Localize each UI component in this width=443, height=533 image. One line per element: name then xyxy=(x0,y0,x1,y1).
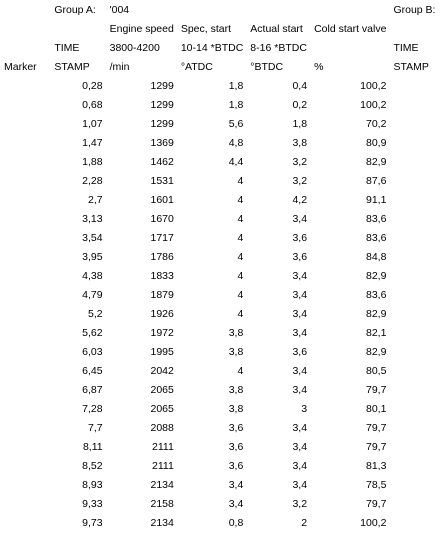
cold-start-valve-cell[interactable]: 79,7 xyxy=(311,438,390,457)
table-row xyxy=(1,286,443,305)
marker-cell[interactable] xyxy=(1,286,51,305)
spec-start-cell[interactable]: 4 xyxy=(177,210,246,229)
table-row xyxy=(1,305,443,324)
cell-e1[interactable] xyxy=(247,1,311,20)
cold-start-valve-cell[interactable]: 91,1 xyxy=(311,191,390,210)
table-row xyxy=(1,324,443,343)
unit-per-min[interactable]: /min xyxy=(106,58,177,77)
spec-start-range[interactable]: 10-14 *BTDC xyxy=(177,39,246,58)
actual-start-cell[interactable]: 3,6 xyxy=(247,229,311,248)
table-row xyxy=(1,96,443,115)
time-stamp-cell[interactable]: 3,95 xyxy=(51,248,106,267)
cold-start-valve-cell[interactable]: 79,7 xyxy=(311,495,390,514)
cold-start-valve-cell[interactable]: 78,5 xyxy=(311,476,390,495)
marker-cell[interactable] xyxy=(1,362,51,381)
actual-start-cell[interactable]: 3,2 xyxy=(247,172,311,191)
group-b-cell[interactable] xyxy=(390,343,443,362)
unit-percent[interactable]: % xyxy=(311,58,390,77)
time-stamp-cell[interactable]: 7,28 xyxy=(51,400,106,419)
actual-start-cell[interactable]: 2 xyxy=(247,514,311,533)
actual-start-cell[interactable]: 1,8 xyxy=(247,115,311,134)
group-b-cell[interactable] xyxy=(390,419,443,438)
table-row xyxy=(1,77,443,96)
actual-start-cell[interactable]: 3,4 xyxy=(247,305,311,324)
time-stamp-cell[interactable]: 1,07 xyxy=(51,115,106,134)
group-b-cell[interactable] xyxy=(390,210,443,229)
cold-start-valve-cell[interactable]: 82,9 xyxy=(311,305,390,324)
group-b-cell[interactable] xyxy=(390,438,443,457)
time-stamp-cell[interactable]: 1,47 xyxy=(51,134,106,153)
marker-cell[interactable] xyxy=(1,153,51,172)
table-row xyxy=(1,381,443,400)
time-stamp-cell[interactable]: 2,7 xyxy=(51,191,106,210)
marker-cell[interactable] xyxy=(1,457,51,476)
time-stamp-cell[interactable]: 6,03 xyxy=(51,343,106,362)
marker-cell[interactable] xyxy=(1,438,51,457)
cold-start-valve-cell[interactable]: 70,2 xyxy=(311,115,390,134)
spec-start-cell[interactable]: 1,8 xyxy=(177,77,246,96)
table-row xyxy=(1,476,443,495)
engine-speed-cell[interactable]: 1879 xyxy=(106,286,177,305)
engine-speed-cell[interactable]: 1299 xyxy=(106,77,177,96)
spec-start-cell[interactable]: 4 xyxy=(177,191,246,210)
engine-speed-cell[interactable]: 1369 xyxy=(106,134,177,153)
spec-start-cell[interactable]: 3,6 xyxy=(177,419,246,438)
engine-speed-cell[interactable]: 2088 xyxy=(106,419,177,438)
time-stamp-cell[interactable]: 4,79 xyxy=(51,286,106,305)
table-row xyxy=(1,457,443,476)
cell-b2[interactable] xyxy=(51,20,106,39)
engine-speed-header[interactable]: Engine speed xyxy=(106,20,177,39)
group-b-cell[interactable] xyxy=(390,457,443,476)
engine-speed-range[interactable]: 3800-4200 xyxy=(106,39,177,58)
group-b-cell[interactable] xyxy=(390,229,443,248)
unit-btdc[interactable]: °BTDC xyxy=(247,58,311,77)
marker-cell[interactable] xyxy=(1,495,51,514)
unit-atdc[interactable]: °ATDC xyxy=(177,58,246,77)
actual-start-cell[interactable]: 3,6 xyxy=(247,343,311,362)
actual-start-cell[interactable]: 3,2 xyxy=(247,153,311,172)
engine-speed-cell[interactable]: 2111 xyxy=(106,457,177,476)
engine-speed-cell[interactable]: 2042 xyxy=(106,362,177,381)
actual-start-cell[interactable]: 3,4 xyxy=(247,438,311,457)
spec-start-cell[interactable]: 4 xyxy=(177,172,246,191)
table-row xyxy=(1,343,443,362)
cell-d1[interactable] xyxy=(177,1,246,20)
marker-cell[interactable] xyxy=(1,134,51,153)
engine-speed-cell[interactable]: 2065 xyxy=(106,381,177,400)
cold-start-valve-header[interactable]: Cold start valve xyxy=(311,20,390,39)
spec-start-cell[interactable]: 5,6 xyxy=(177,115,246,134)
group-b-cell[interactable] xyxy=(390,286,443,305)
table-row xyxy=(1,267,443,286)
header-row-1 xyxy=(1,1,443,20)
spec-start-cell[interactable]: 3,8 xyxy=(177,400,246,419)
time-stamp-cell[interactable]: 3,13 xyxy=(51,210,106,229)
group-b-cell[interactable] xyxy=(390,248,443,267)
cold-start-valve-cell[interactable]: 82,9 xyxy=(311,267,390,286)
time-stamp-cell[interactable]: 8,52 xyxy=(51,457,106,476)
actual-start-cell[interactable]: 3,4 xyxy=(247,362,311,381)
spec-start-cell[interactable]: 3,4 xyxy=(177,476,246,495)
spec-start-cell[interactable]: 4,8 xyxy=(177,134,246,153)
table-row xyxy=(1,153,443,172)
marker-cell[interactable] xyxy=(1,191,51,210)
spec-start-cell[interactable]: 4 xyxy=(177,229,246,248)
group-b-cell[interactable] xyxy=(390,305,443,324)
actual-start-cell[interactable]: 3,4 xyxy=(247,476,311,495)
table-row xyxy=(1,514,443,533)
table-row xyxy=(1,438,443,457)
marker-cell[interactable] xyxy=(1,267,51,286)
actual-start-cell[interactable]: 0,2 xyxy=(247,96,311,115)
marker-cell[interactable] xyxy=(1,400,51,419)
time-stamp-cell[interactable]: 5,62 xyxy=(51,324,106,343)
time-label-a[interactable]: TIME xyxy=(51,39,106,58)
time-stamp-cell[interactable]: 0,28 xyxy=(51,77,106,96)
spec-start-header[interactable]: Spec, start xyxy=(177,20,246,39)
cell-a2[interactable] xyxy=(1,20,51,39)
marker-cell[interactable] xyxy=(1,305,51,324)
cold-start-valve-cell[interactable]: 100,2 xyxy=(311,96,390,115)
cell-g2[interactable] xyxy=(390,20,443,39)
table-row xyxy=(1,191,443,210)
cold-start-valve-cell[interactable]: 81,3 xyxy=(311,457,390,476)
actual-start-header[interactable]: Actual start xyxy=(247,20,311,39)
marker-header[interactable]: Marker xyxy=(1,58,51,77)
actual-start-cell[interactable]: 4,2 xyxy=(247,191,311,210)
table-row xyxy=(1,134,443,153)
spec-start-cell[interactable]: 3,8 xyxy=(177,343,246,362)
marker-cell[interactable] xyxy=(1,476,51,495)
group-b-label[interactable]: Group B: xyxy=(390,1,443,20)
actual-start-cell[interactable]: 0,4 xyxy=(247,77,311,96)
spec-start-cell[interactable]: 4,4 xyxy=(177,153,246,172)
table-row xyxy=(1,115,443,134)
cold-start-valve-cell[interactable]: 83,6 xyxy=(311,286,390,305)
engine-speed-cell[interactable]: 2111 xyxy=(106,438,177,457)
marker-cell[interactable] xyxy=(1,381,51,400)
engine-speed-cell[interactable]: 2134 xyxy=(106,476,177,495)
engine-speed-cell[interactable]: 1670 xyxy=(106,210,177,229)
actual-start-cell[interactable]: 3,4 xyxy=(247,210,311,229)
header-row-3 xyxy=(1,39,443,58)
marker-cell[interactable] xyxy=(1,77,51,96)
time-stamp-cell[interactable]: 3,54 xyxy=(51,229,106,248)
table-row xyxy=(1,248,443,267)
group-b-cell[interactable] xyxy=(390,77,443,96)
table-row xyxy=(1,400,443,419)
engine-speed-cell[interactable]: 1601 xyxy=(106,191,177,210)
marker-cell[interactable] xyxy=(1,248,51,267)
marker-cell[interactable] xyxy=(1,324,51,343)
marker-cell[interactable] xyxy=(1,229,51,248)
actual-start-cell[interactable]: 3 xyxy=(247,400,311,419)
group-a-label[interactable]: Group A: xyxy=(51,1,106,20)
time-label-b[interactable]: TIME xyxy=(390,39,443,58)
actual-start-cell[interactable]: 3,4 xyxy=(247,457,311,476)
time-stamp-cell[interactable]: 6,45 xyxy=(51,362,106,381)
actual-start-cell[interactable]: 3,4 xyxy=(247,324,311,343)
spec-start-cell[interactable]: 1,8 xyxy=(177,96,246,115)
engine-speed-cell[interactable]: 1531 xyxy=(106,172,177,191)
marker-cell[interactable] xyxy=(1,343,51,362)
group-b-cell[interactable] xyxy=(390,324,443,343)
group-b-cell[interactable] xyxy=(390,495,443,514)
engine-speed-cell[interactable]: 2065 xyxy=(106,400,177,419)
cold-start-valve-cell[interactable]: 79,7 xyxy=(311,381,390,400)
group-b-cell[interactable] xyxy=(390,115,443,134)
cold-start-valve-cell[interactable]: 80,5 xyxy=(311,362,390,381)
cold-start-valve-cell[interactable]: 82,9 xyxy=(311,153,390,172)
cold-start-valve-cell[interactable]: 80,1 xyxy=(311,400,390,419)
group-a-code[interactable]: '004 xyxy=(106,1,177,20)
group-b-cell[interactable] xyxy=(390,153,443,172)
spec-start-cell[interactable]: 3,6 xyxy=(177,438,246,457)
table-row xyxy=(1,210,443,229)
time-stamp-cell[interactable]: 4,38 xyxy=(51,267,106,286)
time-stamp-cell[interactable]: 2,28 xyxy=(51,172,106,191)
group-b-cell[interactable] xyxy=(390,134,443,153)
cold-start-valve-cell[interactable]: 100,2 xyxy=(311,514,390,533)
actual-start-range[interactable]: 8-16 *BTDC xyxy=(247,39,311,58)
spec-start-cell[interactable]: 4 xyxy=(177,305,246,324)
actual-start-cell[interactable]: 3,2 xyxy=(247,495,311,514)
stamp-label-a[interactable]: STAMP xyxy=(51,58,106,77)
group-b-cell[interactable] xyxy=(390,172,443,191)
spec-start-cell[interactable]: 0,8 xyxy=(177,514,246,533)
header-row-2 xyxy=(1,20,443,39)
marker-cell[interactable] xyxy=(1,514,51,533)
cold-start-valve-cell[interactable]: 79,7 xyxy=(311,419,390,438)
time-stamp-cell[interactable]: 5,2 xyxy=(51,305,106,324)
engine-speed-cell[interactable]: 1995 xyxy=(106,343,177,362)
group-b-cell[interactable] xyxy=(390,400,443,419)
time-stamp-cell[interactable]: 9,73 xyxy=(51,514,106,533)
time-stamp-cell[interactable]: 8,93 xyxy=(51,476,106,495)
engine-speed-cell[interactable]: 1972 xyxy=(106,324,177,343)
group-b-cell[interactable] xyxy=(390,381,443,400)
marker-cell[interactable] xyxy=(1,419,51,438)
group-b-cell[interactable] xyxy=(390,362,443,381)
engine-speed-cell[interactable]: 1833 xyxy=(106,267,177,286)
spec-start-cell[interactable]: 4 xyxy=(177,286,246,305)
cold-start-valve-cell[interactable]: 100,2 xyxy=(311,77,390,96)
engine-speed-cell[interactable]: 1462 xyxy=(106,153,177,172)
table-row xyxy=(1,229,443,248)
cold-start-valve-cell[interactable]: 84,8 xyxy=(311,248,390,267)
spec-start-cell[interactable]: 4 xyxy=(177,248,246,267)
spec-start-cell[interactable]: 3,4 xyxy=(177,495,246,514)
spec-start-cell[interactable]: 4 xyxy=(177,267,246,286)
group-b-cell[interactable] xyxy=(390,476,443,495)
actual-start-cell[interactable]: 3,4 xyxy=(247,419,311,438)
actual-start-cell[interactable]: 3,4 xyxy=(247,267,311,286)
engine-speed-cell[interactable]: 1299 xyxy=(106,115,177,134)
table-row xyxy=(1,419,443,438)
cell-f1[interactable] xyxy=(311,1,390,20)
time-stamp-cell[interactable]: 1,88 xyxy=(51,153,106,172)
spec-start-cell[interactable]: 3,8 xyxy=(177,324,246,343)
engine-speed-cell[interactable]: 1786 xyxy=(106,248,177,267)
actual-start-cell[interactable]: 3,4 xyxy=(247,381,311,400)
engine-speed-cell[interactable]: 1299 xyxy=(106,96,177,115)
group-b-cell[interactable] xyxy=(390,96,443,115)
engine-speed-cell[interactable]: 2134 xyxy=(106,514,177,533)
group-b-cell[interactable] xyxy=(390,267,443,286)
header-row-4 xyxy=(1,58,443,77)
engine-speed-cell[interactable]: 1717 xyxy=(106,229,177,248)
spec-start-cell[interactable]: 3,6 xyxy=(177,457,246,476)
time-stamp-cell[interactable]: 6,87 xyxy=(51,381,106,400)
cold-start-valve-cell[interactable]: 83,6 xyxy=(311,229,390,248)
cell-f3[interactable] xyxy=(311,39,390,58)
group-b-cell[interactable] xyxy=(390,191,443,210)
engine-speed-cell[interactable]: 1926 xyxy=(106,305,177,324)
time-stamp-cell[interactable]: 9,33 xyxy=(51,495,106,514)
marker-cell[interactable] xyxy=(1,115,51,134)
actual-start-cell[interactable]: 3,6 xyxy=(247,248,311,267)
table-row xyxy=(1,495,443,514)
marker-cell[interactable] xyxy=(1,172,51,191)
cell-a1[interactable] xyxy=(1,1,51,20)
actual-start-cell[interactable]: 3,4 xyxy=(247,286,311,305)
spec-start-cell[interactable]: 4 xyxy=(177,362,246,381)
cold-start-valve-cell[interactable]: 83,6 xyxy=(311,210,390,229)
group-b-cell[interactable] xyxy=(390,514,443,533)
actual-start-cell[interactable]: 3,8 xyxy=(247,134,311,153)
cold-start-valve-cell[interactable]: 82,9 xyxy=(311,343,390,362)
table-row xyxy=(1,362,443,381)
cell-a3[interactable] xyxy=(1,39,51,58)
spec-start-cell[interactable]: 3,8 xyxy=(177,381,246,400)
marker-cell[interactable] xyxy=(1,210,51,229)
cold-start-valve-cell[interactable]: 80,9 xyxy=(311,134,390,153)
time-stamp-cell[interactable]: 7,7 xyxy=(51,419,106,438)
stamp-label-b[interactable]: STAMP xyxy=(390,58,443,77)
engine-speed-cell[interactable]: 2158 xyxy=(106,495,177,514)
cold-start-valve-cell[interactable]: 82,1 xyxy=(311,324,390,343)
time-stamp-cell[interactable]: 8,11 xyxy=(51,438,106,457)
cold-start-valve-cell[interactable]: 87,6 xyxy=(311,172,390,191)
marker-cell[interactable] xyxy=(1,96,51,115)
time-stamp-cell[interactable]: 0,68 xyxy=(51,96,106,115)
table-row xyxy=(1,172,443,191)
